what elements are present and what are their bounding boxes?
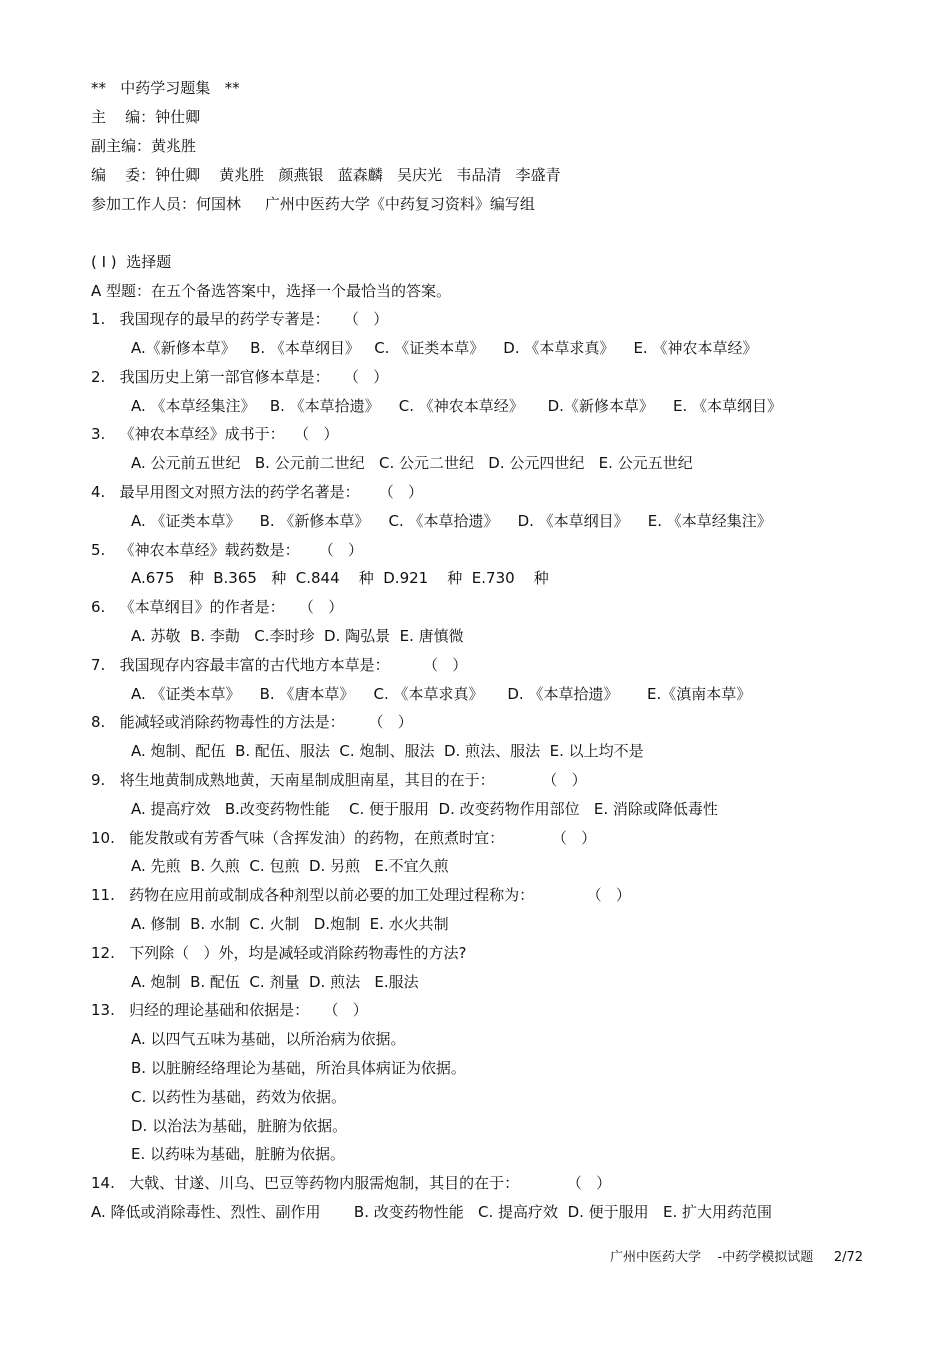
question-4: 4. 最早用图文对照方法的药学名著是： （ ） [91, 483, 423, 501]
question-12: 12. 下列除（ ）外，均是减轻或消除药物毒性的方法? [91, 944, 467, 962]
question-8-options: A. 炮制、配伍 B. 配伍、服法 C. 炮制、服法 D. 煎法、服法 E. 以上均不是 [131, 742, 644, 760]
question-13-option-a: A. 以四气五味为基础，以所治病为依据。 [131, 1030, 406, 1048]
question-13-option-c: C. 以药性为基础，药效为依据。 [131, 1088, 347, 1106]
editorial-committee: 编 委：钟仕卿 黄兆胜 颜燕银 蓝森麟 吴庆光 韦品清 李盛青 [91, 166, 561, 184]
question-10: 10. 能发散或有芳香气味（含挥发油）的药物，在煎煮时宜： （ ） [91, 829, 597, 847]
doc-title: ** 中药学习题集 ** [91, 79, 240, 97]
question-14-options: A. 降低或消除毒性、烈性、副作用 B. 改变药物性能 C. 提高疗效 D. 便于服用 E. 扩大用药范围 [91, 1203, 772, 1221]
question-11: 11. 药物在应用前或制成各种剂型以前必要的加工处理过程称为： （ ） [91, 886, 631, 904]
question-7-options: A. 《证类本草》 B. 《唐本草》 C. 《本草求真》 D. 《本草拾遗》 E.《滇南本草》 [131, 685, 752, 703]
question-13-option-b: B. 以脏腑经络理论为基础，所治具体病证为依据。 [131, 1059, 466, 1077]
question-2: 2. 我国历史上第一部官修本草是： （ ） [91, 368, 389, 386]
question-10-options: A. 先煎 B. 久煎 C. 包煎 D. 另煎 E.不宜久煎 [131, 857, 449, 875]
question-5: 5. 《神农本草经》载药数是： （ ） [91, 541, 363, 559]
question-13-option-e: E. 以药味为基础，脏腑为依据。 [131, 1145, 346, 1163]
question-13-option-d: D. 以治法为基础，脏腑为依据。 [131, 1117, 348, 1135]
question-11-options: A. 修制 B. 水制 C. 火制 D.炮制 E. 水火共制 [131, 915, 449, 933]
question-1-options: A.《新修本草》 B. 《本草纲目》 C. 《证类本草》 D. 《本草求真》 E. 《神农本草经》 [131, 339, 758, 357]
section-instruction: A 型题：在五个备选答案中，选择一个最恰当的答案。 [91, 282, 452, 300]
question-12-options: A. 炮制 B. 配伍 C. 剂量 D. 煎法 E.服法 [131, 973, 419, 991]
question-9: 9. 将生地黄制成熟地黄，天南星制成胆南星，其目的在于： （ ） [91, 771, 587, 789]
question-7: 7. 我国现存内容最丰富的古代地方本草是： （ ） [91, 656, 468, 674]
section-title: ( Ⅰ ) 选择题 [91, 253, 172, 271]
question-6: 6. 《本草纲目》的作者是： （ ） [91, 598, 344, 616]
chief-editor: 主 编：钟仕卿 [91, 108, 201, 126]
question-13: 13. 归经的理论基础和依据是： （ ） [91, 1001, 368, 1019]
question-4-options: A. 《证类本草》 B. 《新修本草》 C. 《本草拾遗》 D. 《本草纲目》 E. 《本草经集注》 [131, 512, 772, 530]
deputy-editor: 副主编：黄兆胜 [91, 137, 197, 155]
question-6-options: A. 苏敬 B. 李勣 C.李时珍 D. 陶弘景 E. 唐慎微 [131, 627, 464, 645]
question-14: 14. 大戟、甘遂、川乌、巴豆等药物内服需炮制，其目的在于： （ ） [91, 1174, 612, 1192]
question-8: 8. 能减轻或消除药物毒性的方法是： （ ） [91, 713, 413, 731]
question-9-options: A. 提高疗效 B.改变药物性能 C. 便于服用 D. 改变药物作用部位 E. 消除或降低毒性 [131, 800, 718, 818]
question-2-options: A. 《本草经集注》 B. 《本草拾遗》 C. 《神农本草经》 D.《新修本草》 E. 《本草纲目》 [131, 397, 782, 415]
page-footer: 广州中医药大学 -中药学模拟试题 2/72 [610, 1250, 864, 1265]
question-3: 3. 《神农本草经》成书于： （ ） [91, 425, 339, 443]
staff-list: 参加工作人员：何国林 广州中医药大学《中药复习资料》编写组 [91, 195, 535, 213]
question-1: 1. 我国现存的最早的药学专著是： （ ） [91, 310, 389, 328]
question-5-options: A.675 种 B.365 种 C.844 种 D.921 种 E.730 种 [131, 569, 549, 587]
question-3-options: A. 公元前五世纪 B. 公元前二世纪 C. 公元二世纪 D. 公元四世纪 E. 公元五世纪 [131, 454, 693, 472]
